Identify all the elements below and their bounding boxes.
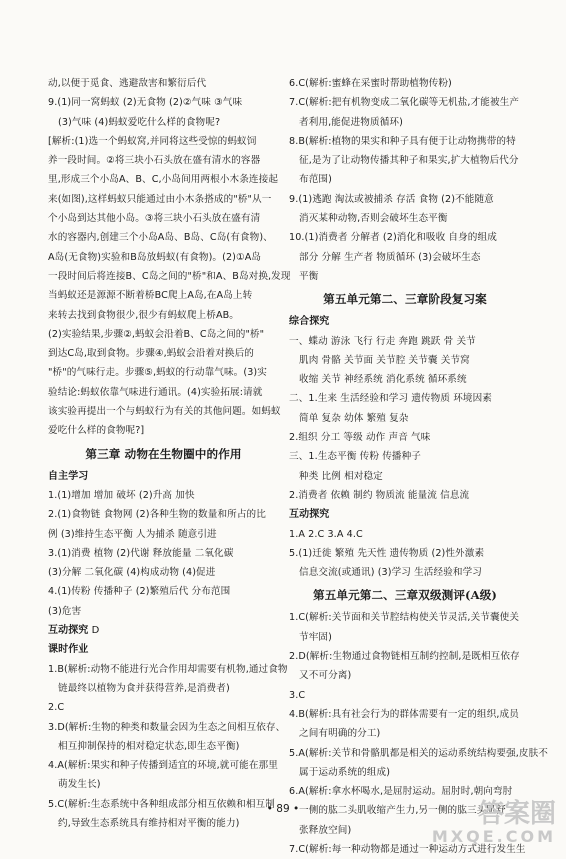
- answer-line: 6.A(解析:拿水杯喝水,是屈肘运动。屈肘时,朝向弯肘: [289, 786, 513, 798]
- answer-line: 者利用,能促进物质循环): [299, 116, 403, 128]
- answer-line: (3)气味 (4)蚂蚁爱吃什么样的食物呢?: [58, 116, 221, 128]
- answer-line: 3.(1)消费 植物 (2)代谢 释放能量 二氧化碳: [48, 547, 234, 559]
- answer-line: 爱吃什么样的食物呢?]: [48, 425, 145, 437]
- answer-line: 3.D(解析:生物的种类和数量会因为生态之间相互依存、: [48, 721, 286, 733]
- page-number: • 89 •: [266, 803, 300, 815]
- answer-line: 三、1.生态平衡 传粉 传播种子: [289, 451, 421, 463]
- answer-line: 一段时间后将连接B、C岛之间的"桥"和A、B岛对换,发现: [48, 270, 291, 282]
- answer-line: 9.(1)同一窝蚂蚁 (2)无食物 (2)②气味 ③气味: [48, 97, 243, 109]
- answer-line: 7.C(解析:把有机物变成二氧化碳等无机盐,才能被生产: [289, 97, 520, 109]
- answer-line: 2.组织 分工 等级 动作 声音 气味: [289, 432, 431, 444]
- answer-line: 链最终以植物为食并获得营养,是消费者): [58, 682, 230, 694]
- answer-line: 7.C(解析:每一种动物都是通过一种运动方式进行发生生: [289, 843, 526, 855]
- answer-line: (3)分解 二氧化碳 (4)构成动物 (4)促进: [48, 567, 216, 579]
- section-heading-label: 综合探究: [289, 316, 330, 328]
- section-heading-label: 课时作业: [48, 644, 89, 656]
- section-heading: [48, 640, 279, 659]
- answer-line: A岛(无食物)实验和B岛放蚂蚁(有食物)。(2)①A岛: [48, 251, 262, 263]
- answer-line: 萌发生长): [58, 779, 101, 791]
- answer-line: 1.C(解析:关节面和关节腔结构使关节灵活,关节囊使关: [289, 612, 520, 624]
- answer-line: 1.(1)增加 增加 破坏 (2)升高 加快: [48, 489, 195, 501]
- answer-line: 张释放空间): [299, 824, 352, 836]
- answer-line: 例 (3)维持生态平衡 人为捕杀 随意引进: [48, 528, 217, 540]
- watermark-logo: [432, 800, 556, 846]
- section-heading: [48, 467, 279, 486]
- answer-line: 水的容器内,创建三个小岛A岛、B岛、C岛(有食物)、: [48, 232, 273, 244]
- answer-line: 征,是为了让动物传播其种子和果实,扩大植物后代分: [299, 155, 519, 167]
- answer-line: 消灭某种动物,否则会破坏生态平衡: [299, 213, 448, 225]
- answer-line: 养一段时间。②将三块小石头放在盛有清水的容器: [48, 155, 261, 167]
- answer-line: 种类 比例 相对稳定: [299, 470, 383, 482]
- right-column: [289, 74, 548, 859]
- answer-line: 9.(1)逃跑 淘汰或被捕杀 存活 食物 (2)不能随意: [289, 193, 494, 205]
- answer-line: 来转去找到食物很少,很少有蚂蚁爬上桥AB。: [48, 309, 239, 321]
- answer-line: 来(如图),这样蚂蚁只能通过由小木条搭成的"桥"从一: [48, 193, 272, 205]
- watermark-text: 答案圈: [477, 799, 556, 829]
- answer-line: 8.B(解析:植物的果实和种子具有便于让动物携带的特: [289, 135, 516, 147]
- answer-line: 相互抑制保持的相对稳定状态,即生态平衡): [58, 740, 240, 752]
- answer-line: 2.(1)食物链 食物网 (2)各种生物的数量和所占的比: [48, 509, 266, 521]
- answer-line: 到达C岛,取到食物。步骤④,蚂蚁会沿着对换后的: [48, 348, 254, 360]
- answer-line: 5.C(解析:生态系统中各种组成部分相互依赖和相互制: [48, 798, 275, 810]
- chapter-heading: 第五单元第二、三章双级测评(A级): [313, 588, 497, 603]
- answer-line: 里,形成三个小岛A、B、C,小岛间用两根小木条连接起: [48, 174, 279, 186]
- answer-line: 布范围): [299, 174, 332, 186]
- answer-line: 一、蝶动 游泳 飞行 行走 奔跑 跳跃 骨 关节: [289, 335, 476, 347]
- answer-line: 4.(1)传粉 传播种子 (2)繁殖后代 分布范围: [48, 586, 231, 598]
- section-inline-answer: D: [88, 625, 100, 637]
- answer-line: "桥"的气味行走。步骤⑤,蚂蚁的行动靠气味。(3)实: [48, 367, 267, 379]
- answer-line: 5.A(解析:关节和骨骼肌都是相关的运动系统结构要强,皮肤不: [289, 747, 548, 759]
- answer-line: 1.A 2.C 3.A 4.C: [289, 528, 363, 540]
- answer-line: 10.(1)消费者 分解者 (2)消化和吸收 自身的组成: [289, 232, 497, 244]
- section-heading: [289, 312, 521, 331]
- answer-line: 节牢固): [299, 631, 332, 643]
- section-heading: [289, 505, 521, 524]
- answer-line: 信息交流(或通讯) (3)学习 生活经验和学习: [299, 567, 482, 579]
- answer-line: 2.D(解析:生物通过食物链相互制约控制,是既相互依存: [289, 651, 520, 663]
- answer-line: 3.C: [289, 689, 306, 701]
- answer-line: 4.A(解析:果实和种子传播到适宜的环境,就可能在那里: [48, 760, 278, 772]
- answer-line: 该实验再提出一个与蚂蚁行为有关的其他问题。如蚂蚁: [48, 406, 281, 418]
- answer-line: 个小岛到达其他小岛。③将三块小石头放在盛有清: [48, 213, 261, 225]
- section-heading-label: 互动探究: [289, 509, 330, 521]
- answer-line: 动,以便于觅食、逃避敌害和繁衍后代: [48, 78, 207, 89]
- answer-line: [解析:(1)选一个蚂蚁窝,并同将这些受惊的蚂蚁饲: [48, 135, 257, 147]
- answer-line: 当蚂蚁还是源源不断着桥BC爬上A岛,在A岛上转: [48, 290, 253, 302]
- answer-line: 约,导致生态系统具有维持相对平衡的能力): [58, 817, 240, 829]
- watermark-url: MXQE.COM: [431, 827, 556, 846]
- answer-line: 2.C: [48, 702, 65, 714]
- answer-line: (2)实验结果,步骤②,蚂蚁会沿着B、C岛之间的"桥": [48, 328, 265, 340]
- answer-line: 部分 分解 生产者 物质循环 (3)会破坏生态: [299, 251, 481, 263]
- answer-line: 又不可分离): [299, 670, 352, 682]
- answer-line: 收缩 关节 神经系统 消化系统 循环系统: [299, 374, 467, 386]
- answer-line: 简单 复杂 幼体 繁殖 复杂: [299, 412, 409, 424]
- answer-line: 肌肉 骨骼 关节面 关节腔 关节囊 关节窝: [299, 354, 470, 366]
- answer-line: (3)危害: [48, 605, 82, 617]
- section-heading: [48, 621, 279, 640]
- answer-line: 1.B(解析:动物不能进行光合作用却需要有机物,通过食物: [48, 663, 288, 675]
- answer-line: 验结论:蚂蚁依靠气味进行通讯。(4)实验拓展:请就: [48, 386, 263, 398]
- answer-line: 二、1.生来 生活经验和学习 遗传物质 环境因素: [289, 393, 492, 405]
- answer-line: 属于运动系统的组成): [299, 766, 391, 778]
- answer-line: 一侧的肱二头肌收缩产生力,另一侧的肱三头肌舒: [299, 805, 506, 817]
- chapter-heading: 第三章 动物在生物圈中的作用: [85, 446, 242, 461]
- answer-line: 之间有明确的分工): [299, 728, 381, 740]
- answer-line: 2.消费者 依赖 制约 物质流 能量流 信息流: [289, 489, 470, 501]
- answer-line: 6.C(解析:蜜蜂在采蜜时帮助植物传粉): [289, 78, 452, 89]
- answer-line: 平衡: [299, 270, 319, 282]
- answer-line: 5.(1)迁徙 繁殖 先天性 遗传物质 (2)性外激素: [289, 547, 485, 559]
- section-heading-label: 互动探究: [48, 625, 89, 637]
- section-heading-label: 自主学习: [48, 470, 89, 482]
- chapter-heading: 第五单元第二、三章阶段复习案: [323, 292, 487, 307]
- answer-line: 4.B(解析:具有社会行为的群体需要有一定的组织,成员: [289, 708, 519, 720]
